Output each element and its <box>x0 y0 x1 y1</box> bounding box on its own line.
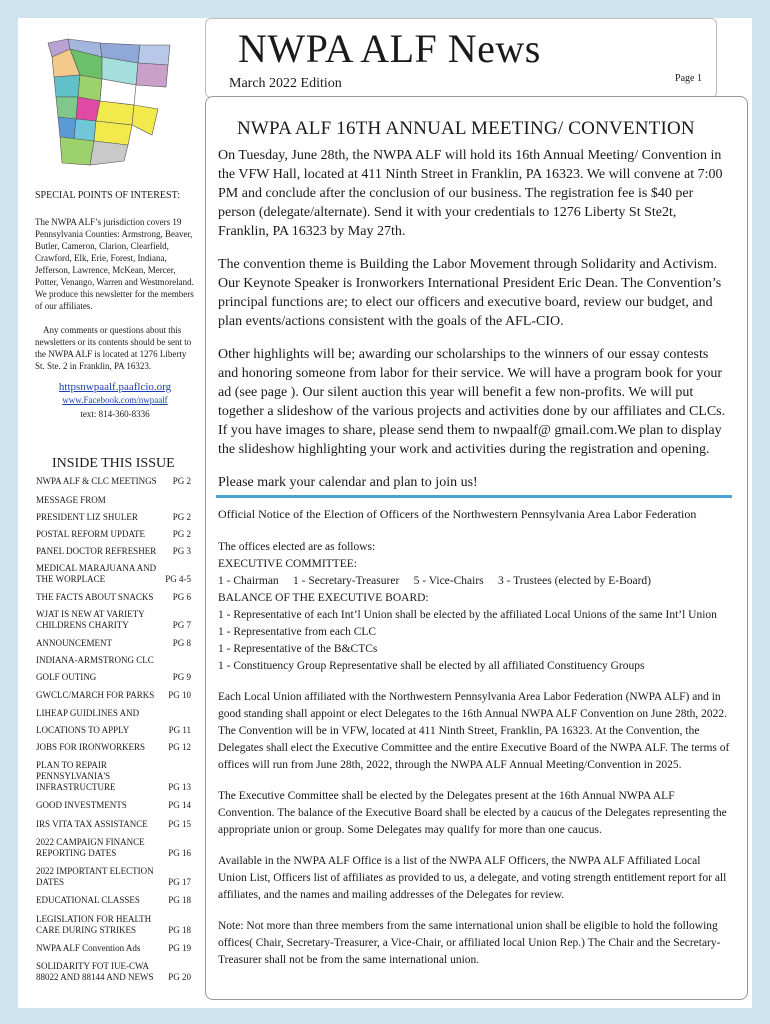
toc-item-page: PG 4-5 <box>165 574 191 584</box>
toc-item[interactable] <box>36 672 191 683</box>
toc-item-text: GWCLC/MARCH FOR PARKS <box>36 690 155 700</box>
notice-paragraph: Available in the NWPA ALF Office is a list of the NWPA ALF Officers, the NWPA ALF Affiliated Local Union List, Officers list of affiliates as provided to us, a delegate, and voting strength entitlement report for all affiliates, and the names and mailing addresses of the Delegates for review. <box>218 855 727 901</box>
article-headline: NWPA ALF 16TH ANNUAL MEETING/ CONVENTION <box>237 118 695 139</box>
toc-item[interactable] <box>36 961 191 983</box>
toc-item-text: THE FACTS ABOUT SNACKS <box>36 592 154 602</box>
toc-item-page: PG 10 <box>168 690 191 700</box>
toc-item[interactable] <box>36 546 191 557</box>
board-item: 1 - Representative from each CLC <box>218 626 377 638</box>
offices-list <box>218 539 732 675</box>
toc-item-page: PG 17 <box>168 877 191 887</box>
toc-item-text: SOLIDARITY FOT IUE-CWA 88022 AND 88144 AND NEWS <box>36 961 154 982</box>
toc-item[interactable] <box>36 609 191 631</box>
website-link[interactable]: httpsnwpaalf.paaflcio.org <box>58 381 172 393</box>
election-notice <box>218 506 732 983</box>
toc-item-page: PG 3 <box>172 546 191 556</box>
toc-item[interactable] <box>36 760 191 793</box>
toc-item[interactable] <box>36 800 191 811</box>
toc-item-text: WJAT IS NEW AT VARIETY CHILDRENS CHARITY <box>36 609 145 630</box>
toc-item-text: 2022 CAMPAIGN FINANCE REPORTING DATES <box>36 837 145 858</box>
article-body <box>218 146 730 506</box>
notice-heading: Official Notice of the Election of Officers of the Northwestern Pennsylvania Area Labor Federation <box>218 507 697 521</box>
toc-item-page: PG 2 <box>172 512 191 522</box>
toc-item[interactable] <box>36 837 191 859</box>
toc-item[interactable] <box>36 529 191 540</box>
offices-intro: The offices elected are as follows: <box>218 541 376 553</box>
board-item: 1 - Representative of the B&CTCs <box>218 643 378 655</box>
toc-item-text: LIHEAP GUIDLINES AND <box>36 708 140 718</box>
toc-item-text: ANNOUNCEMENT <box>36 638 112 648</box>
toc-item[interactable] <box>36 895 191 906</box>
toc-item[interactable] <box>36 725 191 736</box>
notice-paragraph: Note: Not more than three members from the same international union shall be eligible to hold the following offices( Chair, Secretary-Treasurer, a Vice-Chair, or affiliated local Union Rep.) The Chair and the Secretary-Treasurer shall not be from the same international union. <box>218 920 721 966</box>
toc-item[interactable] <box>36 866 191 888</box>
masthead <box>205 18 717 98</box>
facebook-link[interactable]: www.Facebook.com/nwpaalf <box>62 395 168 405</box>
notice-paragraph: The Executive Committee shall be elected by the Delegates present at the 16th Annual NWPA ALF Convention. The balance of the Executive Board shall be elected by a caucus of the Delegates representing the appropriate union or group. Some Delegates may qualify for more than one caucus. <box>218 790 727 836</box>
edition-label: March 2022 Edition <box>229 76 342 91</box>
board-item: 1 - Representative of each Int’l Union shall be elected by the affiliated Local Unions of the same Int’l Union <box>218 609 717 621</box>
toc-item-text: POSTAL REFORM UPDATE <box>36 529 145 539</box>
toc-item-page: PG 16 <box>168 848 191 858</box>
county-map-image <box>40 35 200 175</box>
board-item: 1 - Constituency Group Representative shall be elected by all affiliated Constituency Groups <box>218 660 645 672</box>
toc-item[interactable] <box>36 655 191 666</box>
sidebar <box>35 190 195 420</box>
toc-item-page: PG 18 <box>168 895 191 905</box>
article-paragraph: The convention theme is Building the Labor Movement through Solidarity and Activism. Our Keynote Speaker is Ironworkers International President Eric Dean. The Convention’s principal functions are; to elect our officers and executive board, review our budget, and plan events/actions consistent with the goals of the AFL-CIO. <box>218 257 722 329</box>
toc-item-text: NWPA ALF & CLC MEETINGS <box>36 476 157 486</box>
page-number: Page 1 <box>675 73 702 84</box>
toc-item-page: PG 15 <box>168 819 191 829</box>
inside-issue-title: INSIDE THIS ISSUE <box>52 456 175 471</box>
toc-item-text: PLAN TO REPAIR PENNSYLVANIA'S INFRASTRUCTURE <box>36 760 116 792</box>
toc-item-text: 2022 IMPORTANT ELECTION DATES <box>36 866 154 887</box>
toc-item-text: PANEL DOCTOR REFRESHER <box>36 546 157 556</box>
toc-item[interactable] <box>36 742 191 753</box>
special-points-title: SPECIAL POINTS OF INTEREST: <box>35 190 180 201</box>
board-heading: BALANCE OF THE EXECUTIVE BOARD: <box>218 592 429 604</box>
article-paragraph: Other highlights will be; awarding our scholarships to the winners of our essay contests and honoring someone from labor for their service. We will have a program book for your ad (see page ). Our silent auction this year will benefit a few non-profits. We will put together a slideshow of the various projects and activities done by our affiliates and CLCs. If you have images to share, please send them to nwpaalf@ gmail.com.We plan to display the slideshow highlighting your work and activities during the registration and opening. <box>218 347 726 457</box>
toc-item-text: LEGISLATION FOR HEALTH CARE DURING STRIKES <box>36 914 152 935</box>
phone-text: text: 814-360-8336 <box>80 409 150 419</box>
toc-item[interactable] <box>36 512 191 523</box>
toc-item-text: IRS VITA TAX ASSISTANCE <box>36 819 148 829</box>
toc-item-page: PG 13 <box>168 782 191 792</box>
toc-item-page: PG 20 <box>168 972 191 982</box>
toc-item-text: JOBS FOR IRONWORKERS <box>36 742 146 752</box>
toc-item-page: PG 12 <box>168 742 191 752</box>
toc-item-page: PG 2 <box>172 529 191 539</box>
toc-item-text: LOCATIONS TO APPLY <box>36 725 130 735</box>
toc-item-page: PG 18 <box>168 925 191 935</box>
toc-item-text: GOOD INVESTMENTS <box>36 800 127 810</box>
toc-item[interactable] <box>36 563 191 585</box>
toc-item[interactable] <box>36 708 191 719</box>
toc-item-page: PG 19 <box>168 943 191 953</box>
toc-item[interactable] <box>36 592 191 603</box>
toc-item[interactable] <box>36 638 191 649</box>
notice-paragraph: Each Local Union affiliated with the Northwestern Pennsylvania Area Labor Federation (NWPA ALF) and in good standing shall appoint or elect Delegates to the 16th Annual NWPA ALF Convention on June 28th, 2022. The Convention will be in VFW, located at 411 Ninth Street, Franklin, PA 16323. At the Convention, the Delegates shall elect the Executive Committee and the entire Executive Board of the NWPA ALF. The terms of offices will run from June 28th, 2022, through the NWPA ALF Annual Meeting/Convention in 2025. <box>218 691 730 771</box>
toc-item[interactable] <box>36 943 191 954</box>
toc-item[interactable] <box>36 476 191 487</box>
toc-item-page: PG 11 <box>168 725 191 735</box>
article-paragraph: On Tuesday, June 28th, the NWPA ALF will hold its 16th Annual Meeting/ Convention in the VFW Hall, located at 411 Ninth Street in Franklin, PA 16323. We will convene at 7:00 PM and conclude after the conclusion of our business. The registration fee is $40 per person (delegate/alternate). Send it with your credentials to 1276 Liberty St Ste2t, Franklin, PA 16323 by May 27th. <box>218 148 723 239</box>
toc-item-text: EDUCATIONAL CLASSES <box>36 895 140 905</box>
newsletter-title: NWPA ALF News <box>238 26 541 71</box>
toc-item-page: PG 2 <box>172 476 191 486</box>
toc-item-page: PG 14 <box>168 800 191 810</box>
toc-item-text: PRESIDENT LIZ SHULER <box>36 512 138 522</box>
section-divider <box>216 495 732 498</box>
toc-item[interactable] <box>36 690 191 701</box>
toc-item[interactable] <box>36 495 191 506</box>
toc-item-page: PG 6 <box>172 592 191 602</box>
toc-item-text: GOLF OUTING <box>36 672 97 682</box>
exec-heading: EXECUTIVE COMMITTEE: <box>218 558 357 570</box>
exec-line: 1 - Chairman 1 - Secretary-Treasurer 5 - Vice-Chairs 3 - Trustees (elected by E-Board) <box>218 575 651 587</box>
toc-item-page: PG 9 <box>172 672 191 682</box>
toc-item-page: PG 7 <box>172 620 191 630</box>
toc-item-text: MEDICAL MARAJUANA AND THE WORPLACE <box>36 563 157 584</box>
toc-item-text: MESSAGE FROM <box>36 495 106 505</box>
toc-item-text: NWPA ALF Convention Ads <box>36 943 141 953</box>
jurisdiction-text: The NWPA ALF’s jurisdiction covers 19 Pennsylvania Counties: Armstrong, Beaver, Butler, Cameron, Clarion, Clearfield, Crawford, Elk, Erie, Forest, Indiana, Jefferson, Lawrence, McKean, Mercer, Potter, Venango, Warren and Westmoreland. We produce this newsletter for the members of our affiliates. <box>35 217 194 311</box>
article-paragraph: Please mark your calendar and plan to join us! <box>218 475 478 490</box>
contact-text: Any comments or questions about this newsletters or its contents should be sent to the NWPA ALF is located at 1276 Liberty St. Ste. 2 in Franklin, PA 16323. <box>35 325 192 371</box>
table-of-contents <box>36 476 191 989</box>
toc-item[interactable] <box>36 914 191 936</box>
toc-item-page: PG 8 <box>172 638 191 648</box>
links-block <box>35 380 195 406</box>
toc-item[interactable] <box>36 819 191 830</box>
toc-item-text: INDIANA-ARMSTRONG CLC <box>36 655 154 665</box>
